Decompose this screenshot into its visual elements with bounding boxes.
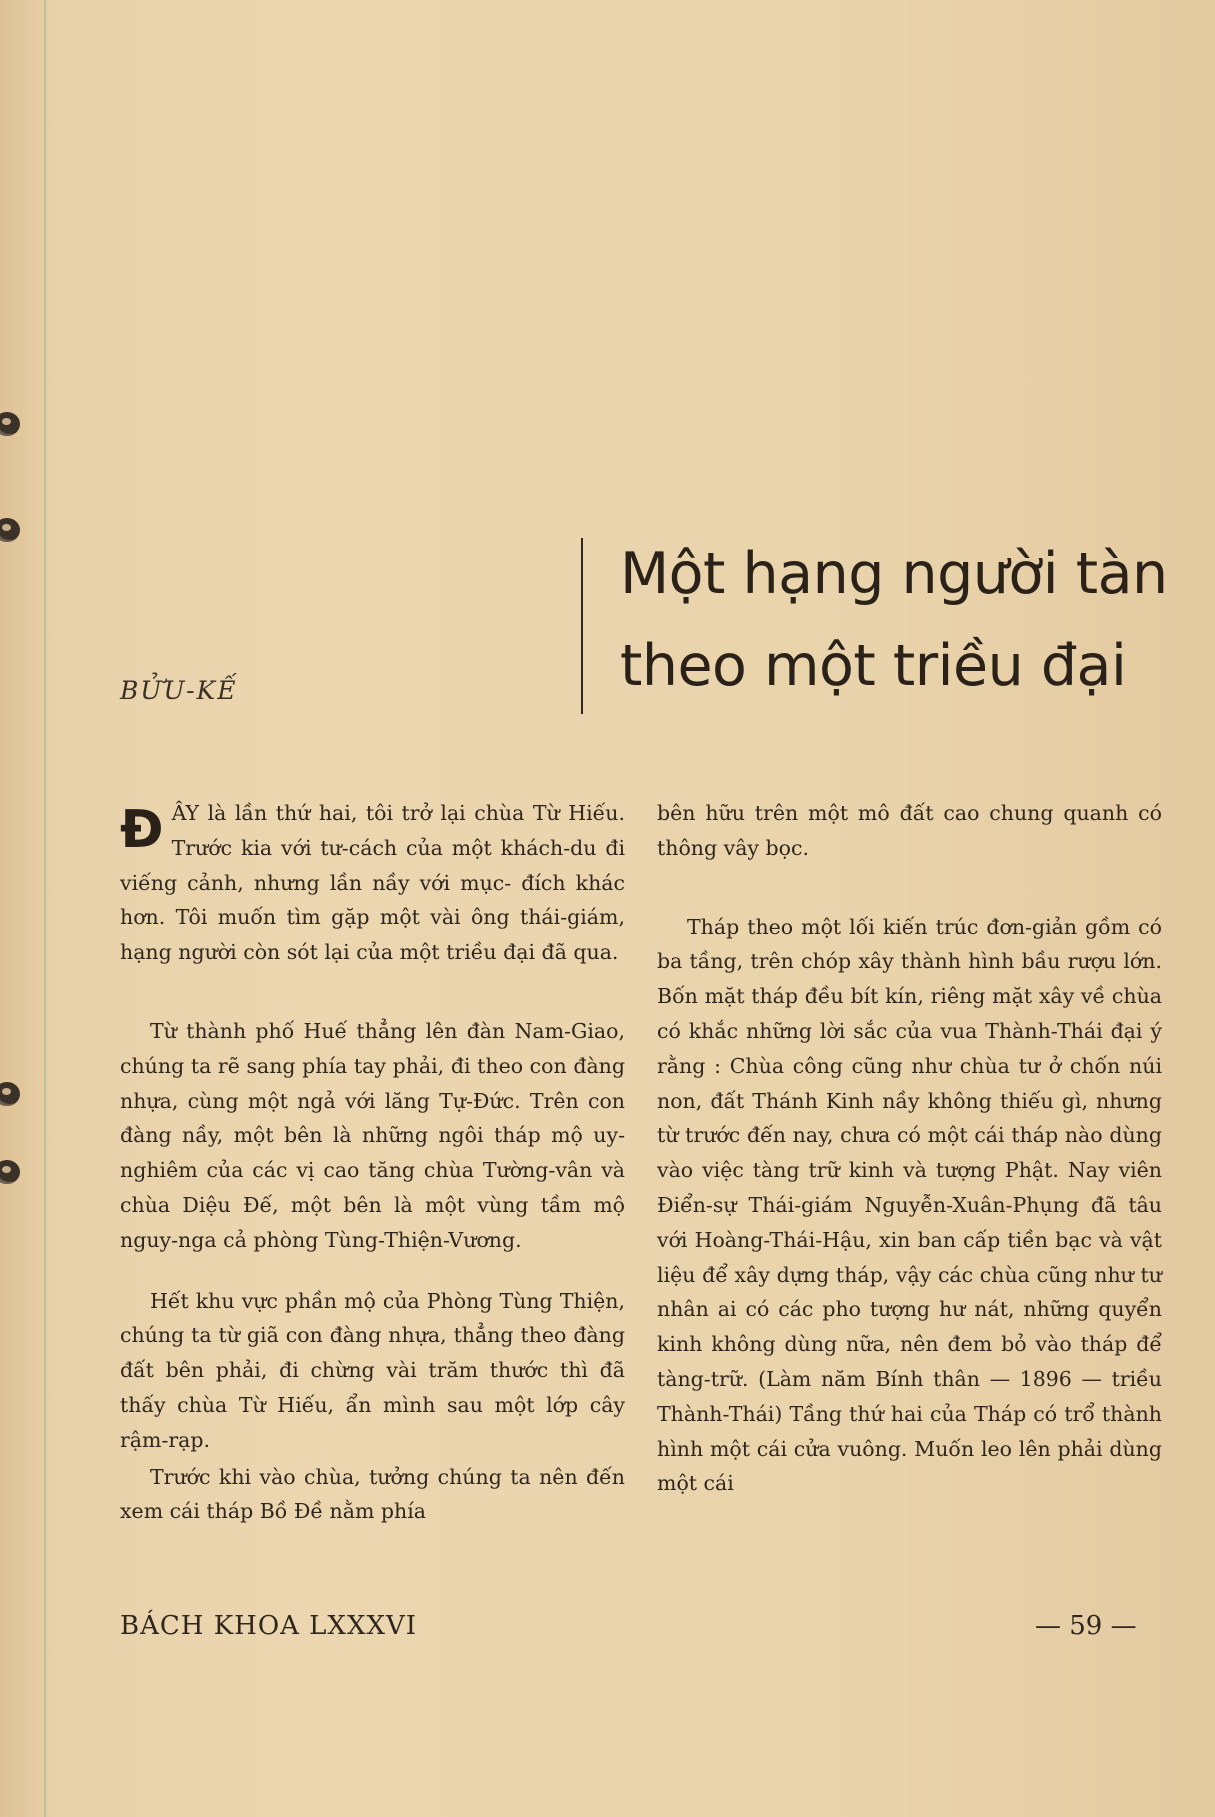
left-column (120, 796, 625, 1529)
paragraph: Tháp theo một lối kiến trúc đơn-giản gồm có ba tầng, trên chóp xây thành hình bầu rượu lớn. Bốn mặt tháp đều bít kín, riêng mặt xây về chùa có khắc những lời sắc của vua Thành-Thái đại ý rằng : Chùa công cũng như chùa tư ở chốn núi non, đất Thánh Kinh nầy không thiếu gì, nhưng từ trước đến nay, chưa có một cái tháp nào dùng vào việc tàng trữ kinh và tượng Phật. Nay viên Điển-sự Thái-giám Nguyễn-Xuân-Phụng đã tâu với Hoàng-Thái-Hậu, xin ban cấp tiền bạc và vật liệu để xây dựng tháp, vậy các chùa cũng như tư nhân ai có các pho tượng hư nát, những quyển kinh không dùng nữa, nên đem bỏ vào tháp để tàng-trữ. (Làm năm Bính thân — 1896 — triều Thành-Thái) Tầng thứ hai của Tháp có trổ thành hình một cái cửa vuông. Muốn leo lên phải dùng một cái (657, 914, 1162, 1496)
article-title (620, 528, 1180, 712)
paragraph-text: ÂY là lần thứ hai, tôi trở lại chùa Từ Hiếu. Trước kia với tư-cách của một khách-du đi viếng cảnh, nhưng lần nầy với mục- đích khác hơn. Tôi muốn tìm gặp một vài ông thái-giám, hạng người còn sót lại của một triều đại đã qua. (120, 801, 625, 965)
binding-hole (0, 1160, 20, 1184)
binding-hole (0, 1082, 20, 1106)
paragraph: Từ thành phố Huế thẳng lên đàn Nam-Giao, chúng ta rẽ sang phía tay phải, đi theo con đàng nhựa, cùng một ngả với lăng Tự-Đức. Trên con đàng nầy, một bên là những ngôi tháp mộ uy-nghiêm của các vị cao tăng chùa Tường-vân và chùa Diệu Đế, một bên là một vùng tầm mộ nguy-nga cả phòng Tùng-Thiện-Vương. (120, 1018, 625, 1252)
paragraph (120, 796, 625, 970)
article-author: BỬU-KẾ (120, 676, 238, 705)
magazine-name: BÁCH KHOA LXXXVI (120, 1611, 418, 1641)
binding-hole (0, 518, 20, 542)
page-edge-line (44, 0, 46, 1817)
title-line-1: Một hạng người tàn (620, 541, 1168, 607)
binding-hole (0, 412, 20, 436)
right-column (657, 796, 1162, 1501)
paragraph: Hết khu vực phần mộ của Phòng Tùng Thiện, chúng ta từ giã con đàng nhựa, thẳng theo đàng đất bên phải, đi chừng vài trăm thước thì đã thấy chùa Từ Hiếu, ẩn mình sau một lớp cây rậm-rạp. (120, 1288, 625, 1452)
paragraph: Trước khi vào chùa, tưởng chúng ta nên đến xem cái tháp Bồ Đề nằm phía (120, 1464, 625, 1524)
paragraph: bên hữu trên một mô đất cao chung quanh có thông vây bọc. (657, 801, 1162, 860)
title-line-2: theo một triều đại (620, 633, 1127, 699)
drop-cap: Đ (120, 800, 164, 860)
page-number: — 59 — (1035, 1611, 1137, 1641)
title-divider (581, 538, 583, 714)
